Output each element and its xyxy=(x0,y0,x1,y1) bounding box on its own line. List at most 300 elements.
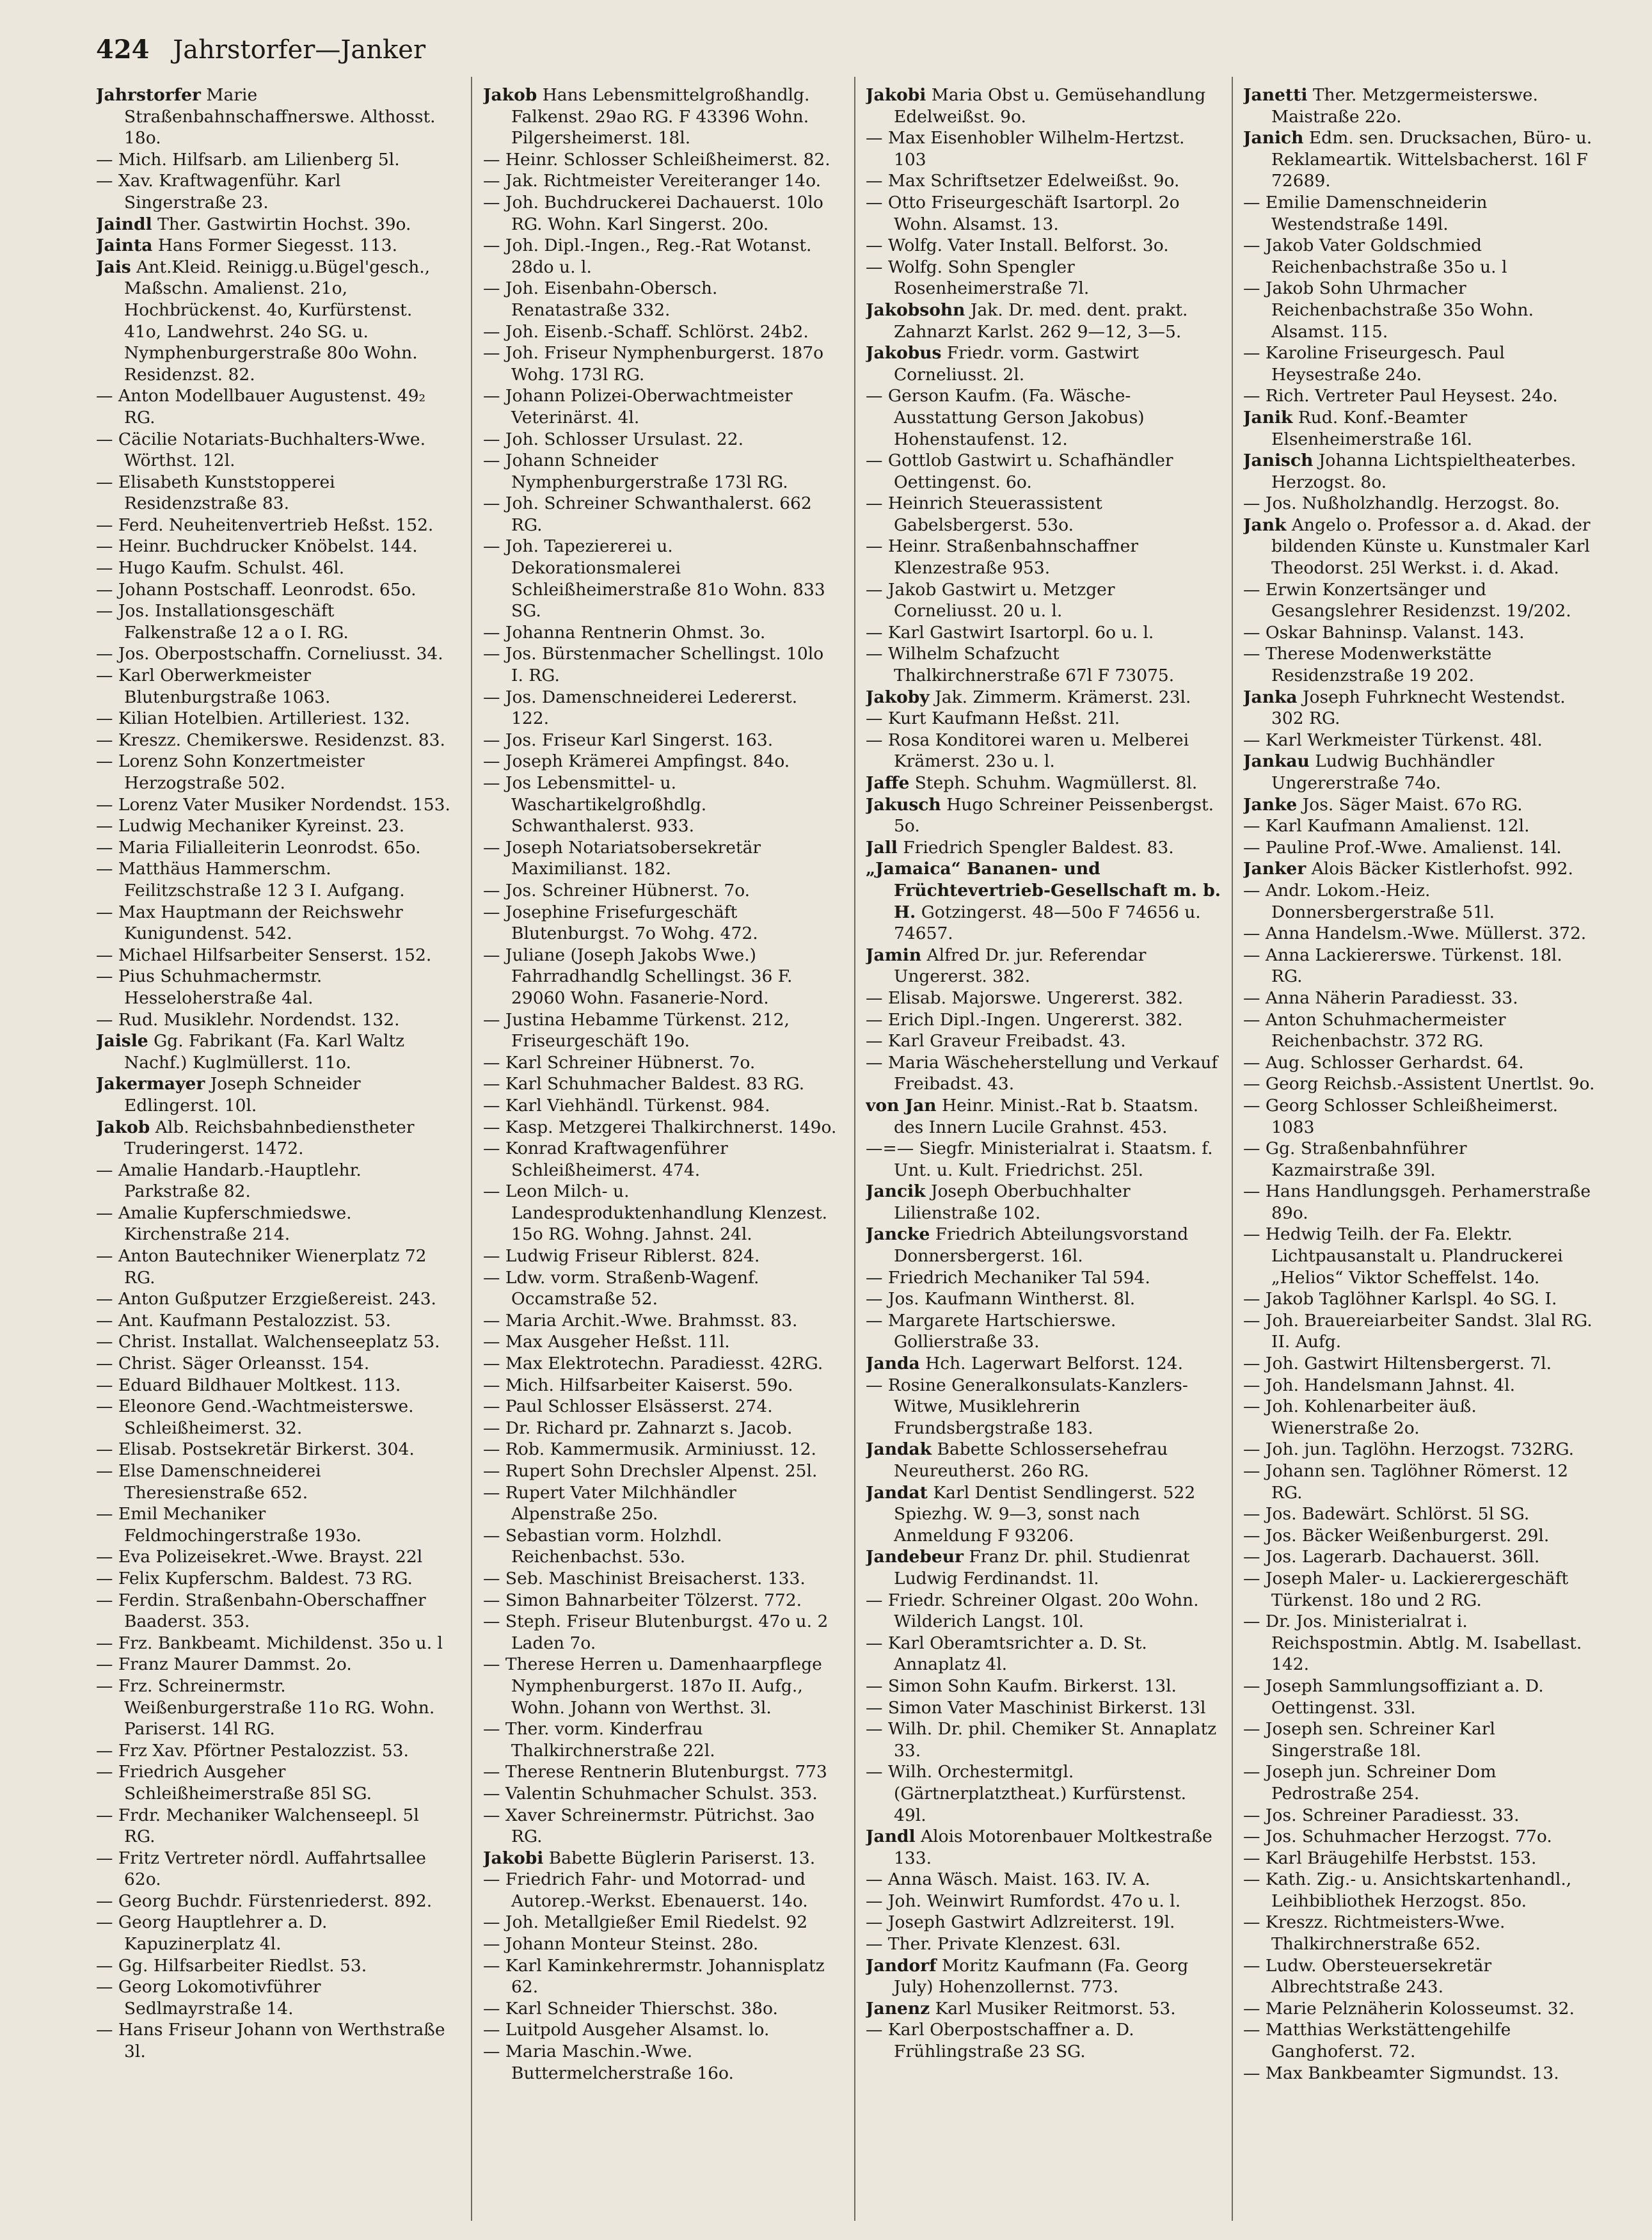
entry-text: — Konrad Kraftwagenführer Schleißheimerst. 474. xyxy=(483,1139,728,1180)
entry-surname: Jancke xyxy=(866,1224,930,1245)
directory-subentry xyxy=(1243,385,1598,407)
directory-subentry xyxy=(96,1288,451,1310)
entry-surname: Jakob xyxy=(96,1117,150,1137)
directory-entry xyxy=(866,794,1221,837)
directory-subentry xyxy=(866,1267,1221,1289)
entry-text: — Friedrich Ausgeher Schleißheimerstraße 85l SG. xyxy=(96,1762,372,1804)
directory-subentry xyxy=(1243,1439,1598,1460)
entry-text: — Max Schriftsetzer Edelweißst. 9o. xyxy=(866,171,1180,191)
entry-text: — Karl Schuhmacher Baldest. 83 RG. xyxy=(483,1074,805,1094)
directory-subentry xyxy=(1243,923,1598,945)
directory-subentry xyxy=(483,1869,838,1912)
entry-surname: Jandak xyxy=(866,1439,932,1460)
entry-text: Hugo Schreiner Peissenbergst. 5o. xyxy=(894,794,1214,836)
entry-text: — Oskar Bahninsp. Valanst. 143. xyxy=(1243,622,1525,643)
entry-text: — Mich. Hilfsarb. am Lilienberg 5l. xyxy=(96,149,400,170)
directory-subentry xyxy=(483,429,838,451)
entry-text: — Gg. Straßenbahnführer Kazmairstraße 39l. xyxy=(1243,1139,1467,1180)
directory-subentry xyxy=(483,1245,838,1267)
entry-text: — Erich Dipl.-Ingen. Ungererst. 382. xyxy=(866,1009,1183,1030)
entry-text: — Joh. Buchdruckerei Dachauerst. 10lo RG. Wohn. Karl Singerst. 20o. xyxy=(483,192,823,234)
directory-subentry xyxy=(866,1633,1221,1676)
entry-text: Heinr. Minist.-Rat b. Staatsm. des Innern Lucile Grahnst. 453. xyxy=(894,1095,1199,1137)
entry-text: — Heinr. Straßenbahnschaffner Klenzestraße 953. xyxy=(866,536,1139,579)
entry-text: — Anton Gußputzer Erzgießereist. 243. xyxy=(96,1289,436,1309)
directory-subentry xyxy=(483,1181,838,1245)
entry-text: — Joseph Krämerei Ampfingst. 84o. xyxy=(483,751,790,772)
entry-surname: Janka xyxy=(1243,687,1298,707)
directory-subentry xyxy=(483,235,838,278)
directory-subentry xyxy=(483,1590,838,1612)
directory-subentry xyxy=(1243,730,1598,751)
entry-text: — Rosine Generalkonsulats-Kanzlers-Witwe, Musiklehrerin Frundsbergstraße 183. xyxy=(866,1375,1188,1438)
directory-entry xyxy=(866,772,1221,794)
entry-text: — Elisab. Postsekretär Birkerst. 304. xyxy=(96,1439,415,1460)
entry-text: — Joh. Schreiner Schwanthalerst. 662 RG. xyxy=(483,493,812,535)
directory-subentry xyxy=(483,342,838,385)
directory-subentry xyxy=(866,1052,1221,1095)
entry-text: — Jos. Lagerarb. Dachauerst. 36ll. xyxy=(1243,1547,1540,1567)
directory-entry xyxy=(866,945,1221,988)
entry-text: — Ther. vorm. Kinderfrau Thalkirchnerstraße 22l. xyxy=(483,1719,715,1761)
entry-text: Gg. Fabrikant (Fa. Karl Waltz Nachf.) Kuglmüllerst. 11o. xyxy=(124,1031,405,1073)
entry-text: Angelo o. Professor a. d. Akad. der bildenden Künste u. Kunstmaler Karl Theodorst. 25l Werkst. i. d. Akad. xyxy=(1271,515,1591,579)
directory-subentry xyxy=(96,858,451,901)
entry-text: Ant.Kleid. Reinigg.u.Bügel'gesch., Maßschn. Amalienst. 21o, Hochbrückenst. 4o, Kurfürstenst. 41o, Landwehrst. 24o SG. u. Nymphenburgerstraße 80o Wohn. Residenzst. 82. xyxy=(124,257,431,385)
entry-surname: Jaisle xyxy=(96,1031,148,1052)
entry-text: — Johann Postschaff. Leonrodst. 65o. xyxy=(96,579,417,600)
directory-subentry xyxy=(866,1869,1221,1891)
entry-text: — Dr. Jos. Ministerialrat i. Reichspostmin. Abtlg. M. Isabellast. 142. xyxy=(1243,1612,1582,1675)
entry-surname: Jakobi xyxy=(866,85,926,105)
directory-subentry xyxy=(483,1933,838,1955)
directory-subentry xyxy=(866,235,1221,257)
entry-text: — Jos. Schreiner Hübnerst. 7o. xyxy=(483,880,751,900)
entry-text: — Joseph jun. Schreiner Dom Pedrostraße 254. xyxy=(1243,1762,1497,1804)
directory-subentry xyxy=(483,170,838,192)
entry-text: Friedrich Abteilungsvorstand Donnersbergerst. 16l. xyxy=(894,1224,1189,1267)
directory-subentry xyxy=(483,1611,838,1654)
entry-surname: „Jamaica“ Bananen- und Früchtevertrieb-Gesellschaft m. b. H. xyxy=(866,859,1221,922)
directory-subentry xyxy=(1243,1073,1598,1095)
entry-text: — Joh. Weinwirt Rumfordst. 47o u. l. xyxy=(866,1891,1181,1911)
entry-surname: Jandorf xyxy=(866,1955,937,1976)
entry-text: — Christ. Installat. Walchenseeplatz 53. xyxy=(96,1332,440,1352)
directory-subentry xyxy=(1243,1848,1598,1869)
entry-surname: Jaffe xyxy=(866,773,910,793)
entry-text: — Max Bankbeamter Sigmundst. 13. xyxy=(1243,2063,1559,2083)
entry-text: — Kasp. Metzgerei Thalkirchnerst. 149o. xyxy=(483,1117,837,1137)
directory-subentry xyxy=(866,2019,1221,2062)
directory-subentry xyxy=(866,536,1221,579)
directory-subentry xyxy=(483,1912,838,1933)
entry-text: — Eduard Bildhauer Moltkest. 113. xyxy=(96,1375,401,1395)
entry-text: — Jos. Friseur Karl Singerst. 163. xyxy=(483,730,774,750)
directory-subentry xyxy=(483,687,838,730)
entry-surname: Jakermayer xyxy=(96,1074,205,1094)
entry-text: — Sebastian vorm. Holzhdl. Reichenbachst. 53o. xyxy=(483,1525,722,1567)
entry-text: — Simon Bahnarbeiter Tölzerst. 772. xyxy=(483,1590,802,1610)
directory-subentry xyxy=(1243,1288,1598,1310)
entry-text: — Therese Rentnerin Blutenburgst. 773 xyxy=(483,1762,827,1782)
entry-text: — Jak. Richtmeister Vereiteranger 14o. xyxy=(483,171,821,191)
entry-text: — Georg Schlosser Schleißheimerst. 1083 xyxy=(1243,1095,1559,1137)
directory-subentry xyxy=(96,1848,451,1891)
entry-text: — Wilh. Orchestermitgl. (Gärtnerplatztheat.) Kurfürstenst. 49l. xyxy=(866,1762,1187,1825)
directory-entry xyxy=(866,84,1221,127)
directory-subentry xyxy=(483,1783,838,1805)
entry-text: Joseph Schneider Edlingerst. 10l. xyxy=(124,1074,361,1116)
directory-subentry xyxy=(1243,2063,1598,2084)
directory-subentry xyxy=(96,1245,451,1288)
directory-subentry xyxy=(866,579,1221,622)
entry-text: — Rosa Konditorei waren u. Melberei Krämerst. 23o u. l. xyxy=(866,730,1189,772)
entry-text: — Kreszz. Richtmeisters-Wwe. Thalkirchnerstraße 652. xyxy=(1243,1912,1505,1955)
directory-subentry xyxy=(866,1310,1221,1353)
entry-surname: Janik xyxy=(1243,407,1293,428)
entry-text: — Anna Handelsm.-Wwe. Müllerst. 372. xyxy=(1243,924,1587,944)
entry-surname: Jank xyxy=(1243,515,1287,535)
entry-text: — Maria Archit.-Wwe. Brahmsst. 83. xyxy=(483,1310,798,1331)
directory-subentry xyxy=(866,1009,1221,1031)
directory-subentry xyxy=(96,472,451,515)
directory-subentry xyxy=(1243,880,1598,923)
directory-subentry xyxy=(483,1375,838,1396)
directory-subentry xyxy=(866,127,1221,170)
directory-entry xyxy=(866,342,1221,385)
entry-surname: Janke xyxy=(1243,794,1298,815)
directory-subentry xyxy=(96,1912,451,1955)
directory-entry xyxy=(866,1482,1221,1547)
entry-text: — Gg. Hilfsarbeiter Riedlst. 53. xyxy=(96,1955,367,1976)
entry-text: — Joseph sen. Schreiner Karl Singerstraße 18l. xyxy=(1243,1719,1495,1761)
directory-subentry xyxy=(1243,945,1598,988)
directory-subentry xyxy=(483,1117,838,1139)
directory-subentry xyxy=(483,1955,838,1998)
entry-text: — Georg Lokomotivführer Sedlmayrstraße 14. xyxy=(96,1977,321,2019)
entry-text: — Jos. Damenschneiderei Ledererst. 122. xyxy=(483,687,798,729)
directory-subentry xyxy=(1243,1805,1598,1827)
directory-entry xyxy=(1243,127,1598,192)
directory-entry xyxy=(866,300,1221,342)
page-title: Jahrstorfer—Janker xyxy=(173,35,426,65)
directory-entry xyxy=(1243,407,1598,450)
directory-subentry xyxy=(96,1568,451,1590)
directory-entry xyxy=(866,1826,1221,1869)
directory-subentry xyxy=(483,493,838,536)
directory-subentry xyxy=(866,493,1221,536)
entry-text: Ludwig Buchhändler Ungererstraße 74o. xyxy=(1271,751,1495,793)
entry-text: Alfred Dr. jur. Referendar Ungererst. 382. xyxy=(894,945,1147,987)
entry-text: — Kreszz. Chemikerswe. Residenzst. 83. xyxy=(96,730,445,750)
directory-subentry xyxy=(483,1331,838,1353)
directory-subentry xyxy=(96,600,451,643)
entry-text: — Simon Vater Maschinist Birkerst. 13l xyxy=(866,1697,1206,1718)
entry-text: — Jos. Bäcker Weißenburgerst. 29l. xyxy=(1243,1525,1550,1546)
entry-text: — Karoline Friseurgesch. Paul Heysestraße 24o. xyxy=(1243,343,1505,385)
directory-subentry xyxy=(96,1740,451,1762)
entry-text: — Karl Werkmeister Türkenst. 48l. xyxy=(1243,730,1543,750)
directory-subentry xyxy=(483,1095,838,1117)
directory-subentry xyxy=(866,450,1221,493)
entry-text: — Jos. Installationsgeschäft Falkenstraße 12 a o I. RG. xyxy=(96,601,349,643)
entry-text: — Karl Viehhändl. Türkenst. 984. xyxy=(483,1095,770,1116)
entry-text: — Joh. Handelsmann Jahnst. 4l. xyxy=(1243,1375,1516,1395)
directory-subentry xyxy=(866,1933,1221,1955)
directory-subentry xyxy=(96,1353,451,1375)
directory-entry xyxy=(96,84,451,149)
directory-subentry xyxy=(1243,2019,1598,2062)
entry-text: — Joh. Schlosser Ursulast. 22. xyxy=(483,429,744,449)
entry-text: — Marie Pelznäherin Kolosseumst. 32. xyxy=(1243,1998,1575,2019)
directory-subentry xyxy=(96,945,451,966)
entry-text: — Max Eisenhobler Wilhelm-Hertzst. 103 xyxy=(866,128,1185,170)
directory-subentry xyxy=(483,772,838,837)
directory-subentry xyxy=(96,902,451,945)
directory-subentry xyxy=(483,385,838,428)
directory-subentry xyxy=(1243,1396,1598,1439)
entry-text: — Heinr. Schlosser Schleißheimerst. 82. xyxy=(483,149,830,170)
directory-subentry xyxy=(866,730,1221,772)
directory-entry xyxy=(96,257,451,386)
directory-subentry xyxy=(866,1030,1221,1052)
directory-subentry xyxy=(483,1568,838,1590)
directory-subentry xyxy=(96,1460,451,1503)
directory-entry xyxy=(866,1224,1221,1267)
directory-entry xyxy=(866,687,1221,708)
entry-text: — Erwin Konzertsänger und Gesangslehrer Residenzst. 19/202. xyxy=(1243,579,1571,621)
directory-subentry xyxy=(96,149,451,171)
entry-text: Friedrich Spengler Baldest. 83. xyxy=(903,837,1174,858)
entry-text: — Jos. Nußholzhandlg. Herzogst. 8o. xyxy=(1243,493,1560,514)
entry-text: — Xav. Kraftwagenführ. Karl Singerstraße 23. xyxy=(96,171,341,212)
entry-text: — Kurt Kaufmann Heßst. 21l. xyxy=(866,708,1120,729)
entry-text: — Eva Polizeisekret.-Wwe. Brayst. 22l xyxy=(96,1547,423,1567)
entry-surname: Janisch xyxy=(1243,451,1314,471)
directory-subentry xyxy=(483,192,838,235)
entry-text: Moritz Kaufmann (Fa. Georg July) Hohenzollernst. 773. xyxy=(894,1955,1189,1997)
entry-text: — Ant. Kaufmann Pestalozzist. 53. xyxy=(96,1310,392,1331)
directory-subentry xyxy=(96,579,451,601)
directory-subentry xyxy=(1243,1568,1598,1611)
entry-text: — Joseph Notariatsobersekretär Maximilianst. 182. xyxy=(483,837,761,879)
entry-text: — Rud. Musiklehr. Nordendst. 132. xyxy=(96,1009,400,1030)
entry-text: — Max Hauptmann der Reichswehr Kunigundenst. 542. xyxy=(96,902,403,944)
entry-text: — Jos. Schreiner Paradiesst. 33. xyxy=(1243,1805,1520,1825)
directory-column-4 xyxy=(1243,84,1598,2216)
directory-entry xyxy=(96,1030,451,1073)
directory-subentry xyxy=(1243,493,1598,515)
directory-subentry xyxy=(483,1482,838,1525)
entry-text: — Joh. Eisenb.-Schaff. Schlörst. 24b2. xyxy=(483,321,809,342)
entry-text: — Leon Milch- u. Landesproduktenhandlung Klenzest. 15o RG. Wohng. Jahnst. 24l. xyxy=(483,1181,828,1245)
entry-text: — Eleonore Gend.-Wachtmeisterswe. Schleißheimerst. 32. xyxy=(96,1396,414,1438)
entry-text: — Frdr. Mechaniker Walchenseepl. 5l RG. xyxy=(96,1805,419,1847)
directory-subentry xyxy=(96,751,451,794)
entry-text: — Pauline Prof.-Wwe. Amalienst. 14l. xyxy=(1243,837,1562,858)
directory-subentry xyxy=(483,1009,838,1052)
entry-text: Ther. Gastwirtin Hochst. 39o. xyxy=(157,214,411,234)
entry-text: — Jos. Bürstenmacher Schellingst. 10lo I. RG. xyxy=(483,644,824,686)
directory-subentry xyxy=(483,643,838,686)
entry-surname: Jandebeur xyxy=(866,1547,964,1567)
entry-text: — Fritz Vertreter nördl. Auffahrtsallee 62o. xyxy=(96,1848,426,1890)
entry-text: — Wolfg. Vater Install. Belforst. 3o. xyxy=(866,236,1169,256)
directory-subentry xyxy=(96,794,451,816)
entry-text: Franz Dr. phil. Studienrat Ludwig Ferdinandst. 1l. xyxy=(894,1547,1190,1588)
directory-subentry xyxy=(1243,1181,1598,1224)
entry-text: Ther. Metzgermeisterswe. Maistraße 22o. xyxy=(1271,85,1538,127)
directory-subentry xyxy=(1243,1353,1598,1375)
directory-subentry xyxy=(1243,1869,1598,1912)
directory-subentry xyxy=(866,1590,1221,1633)
directory-subentry xyxy=(96,2019,451,2062)
directory-subentry xyxy=(1243,1912,1598,1955)
entry-surname: Jahrstorfer xyxy=(96,85,201,105)
entry-text: — Karl Graveur Freibadst. 43. xyxy=(866,1031,1126,1052)
entry-text: — Friedrich Mechaniker Tal 594. xyxy=(866,1267,1150,1288)
directory-subentry xyxy=(1243,1460,1598,1503)
entry-text: — Karl Oberamtsrichter a. D. St. Annaplatz 4l. xyxy=(866,1633,1147,1675)
directory-subentry xyxy=(866,1912,1221,1933)
entry-text: Babette Schlossersehefrau Neureutherst. 26o RG. xyxy=(894,1439,1168,1481)
entry-surname: von Jan xyxy=(866,1095,937,1116)
directory-entry xyxy=(1243,794,1598,816)
directory-subentry xyxy=(1243,1998,1598,2020)
entry-text: — Joh. Kohlenarbeiter äuß. Wienerstraße 2o. xyxy=(1243,1396,1477,1438)
directory-subentry xyxy=(96,730,451,751)
entry-text: — Lorenz Vater Musiker Nordendst. 153. xyxy=(96,794,450,815)
entry-text: — Karl Schneider Thierschst. 38o. xyxy=(483,1998,778,2019)
entry-text: — Johann sen. Taglöhner Römerst. 12 RG. xyxy=(1243,1461,1569,1503)
entry-surname: Jall xyxy=(866,837,898,858)
directory-subentry xyxy=(1243,579,1598,622)
entry-text: — Lorenz Sohn Konzertmeister Herzogstraße 502. xyxy=(96,751,365,793)
directory-subentry xyxy=(483,902,838,945)
entry-text: — Otto Friseurgeschäft Isartorpl. 2o Wohn. Alsamst. 13. xyxy=(866,192,1180,234)
entry-text: Alois Bäcker Kistlerhofst. 992. xyxy=(1311,859,1573,879)
entry-text: Johanna Lichtspieltheaterbes. Herzogst. 8o. xyxy=(1271,451,1577,492)
directory-subentry xyxy=(1243,815,1598,837)
directory-subentry xyxy=(1243,1611,1598,1676)
directory-entry xyxy=(866,858,1221,944)
entry-text: — Else Damenschneiderei Theresienstraße 652. xyxy=(96,1461,321,1503)
directory-entry xyxy=(866,1955,1221,1998)
entry-text: — Ldw. vorm. Straßenb-Wagenf. Occamstraße 52. xyxy=(483,1267,759,1309)
directory-subentry xyxy=(1243,1525,1598,1547)
entry-text: — Joh. Eisenbahn-Obersch. Renatastraße 332. xyxy=(483,278,718,320)
entry-text: — Hedwig Teilh. der Fa. Elektr. Lichtpausanstalt u. Plandruckerei „Helios“ Viktor Scheffelst. 14o. xyxy=(1243,1224,1563,1288)
directory-entry xyxy=(1243,858,1598,880)
entry-text: — Cäcilie Notariats-Buchhalters-Wwe. Wörthst. 12l. xyxy=(96,429,426,471)
directory-subentry xyxy=(96,708,451,730)
directory-subentry xyxy=(96,1590,451,1633)
entry-text: — Justina Hebamme Türkenst. 212, Friseurgeschäft 19o. xyxy=(483,1009,790,1052)
directory-entry xyxy=(96,1117,451,1160)
entry-text: — Friedrich Fahr- und Motorrad- und Autorep.-Werkst. Ebenauerst. 14o. xyxy=(483,1869,808,1911)
directory-subentry xyxy=(96,170,451,213)
entry-text: — Jakob Gastwirt u. Metzger Corneliusst. 20 u. l. xyxy=(866,579,1115,621)
directory-subentry xyxy=(483,1525,838,1568)
entry-text: — Mich. Hilfsarbeiter Kaiserst. 59o. xyxy=(483,1375,793,1395)
directory-subentry xyxy=(483,751,838,772)
entry-surname: Jainta xyxy=(96,236,153,256)
entry-text: — Gerson Kaufm. (Fa. Wäsche-Ausstattung Gerson Jakobus) Hohenstaufenst. 12. xyxy=(866,386,1145,449)
entry-text: — Heinrich Steuerassistent Gabelsbergerst. 53o. xyxy=(866,493,1102,535)
entry-text: — Steph. Friseur Blutenburgst. 47o u. 2 Laden 7o. xyxy=(483,1612,829,1653)
entry-text: — Luitpold Ausgeher Alsamst. lo. xyxy=(483,2020,770,2040)
entry-text: — Anton Bautechniker Wienerplatz 72 RG. xyxy=(96,1246,427,1288)
directory-subentry xyxy=(483,149,838,171)
directory-subentry xyxy=(483,1805,838,1848)
entry-text: — Amalie Kupferschmiedswe. Kirchenstraße 214. xyxy=(96,1203,352,1245)
directory-subentry xyxy=(866,385,1221,450)
directory-subentry xyxy=(96,1331,451,1353)
directory-entry xyxy=(483,1848,838,1869)
entry-text: — Wilhelm Schafzucht Thalkirchnerstraße 67l F 73075. xyxy=(866,644,1175,686)
column-divider xyxy=(854,77,855,2221)
directory-subentry xyxy=(866,1891,1221,1912)
directory-subentry xyxy=(1243,1955,1598,1998)
directory-subentry xyxy=(483,880,838,902)
directory-subentry xyxy=(483,2041,838,2084)
directory-entry xyxy=(96,1073,451,1116)
entry-text: — Dr. Richard pr. Zahnarzt s. Jacob. xyxy=(483,1418,793,1438)
entry-text: — Aug. Schlosser Gerhardst. 64. xyxy=(1243,1052,1524,1073)
directory-subentry xyxy=(483,1439,838,1460)
directory-subentry xyxy=(96,1654,451,1676)
directory-subentry xyxy=(96,1976,451,2019)
directory-subentry xyxy=(96,1310,451,1332)
entry-text: — Therese Modenwerkstätte Residenzstraße 19 202. xyxy=(1243,644,1492,686)
entry-text: — Jos. Kaufmann Wintherst. 8l. xyxy=(866,1289,1136,1309)
directory-subentry xyxy=(866,170,1221,192)
entry-text: Maria Obst u. Gemüsehandlung Edelweißst. 9o. xyxy=(894,85,1206,127)
directory-subentry xyxy=(96,837,451,859)
directory-subentry xyxy=(1243,1676,1598,1718)
directory-entry xyxy=(866,1546,1221,1589)
entry-text: — Joseph Maler- u. Lackierergeschäft Türkenst. 18o und 2 RG. xyxy=(1243,1568,1569,1610)
directory-subentry xyxy=(483,2019,838,2041)
entry-text: — Michael Hilfsarbeiter Senserst. 152. xyxy=(96,945,432,965)
entry-text: — Juliane (Joseph Jakobs Wwe.) Fahrradhandlg Schellingst. 36 F. 29060 Wohn. Fasanerie-Nord. xyxy=(483,945,793,1008)
entry-text: — Max Elektrotechn. Paradiesst. 42RG. xyxy=(483,1354,823,1374)
column-divider xyxy=(1232,77,1233,2221)
entry-surname: Jakusch xyxy=(866,794,941,815)
entry-text: Friedr. vorm. Gastwirt Corneliusst. 2l. xyxy=(894,343,1139,385)
entry-text: — Hans Friseur Johann von Werthstraße 3l. xyxy=(96,2020,445,2062)
entry-text: — Ferdin. Straßenbahn-Oberschaffner Baaderst. 353. xyxy=(96,1590,426,1632)
entry-text: — Jos. Schuhmacher Herzogst. 77o. xyxy=(1243,1827,1552,1847)
directory-subentry xyxy=(96,1009,451,1031)
directory-subentry xyxy=(96,557,451,579)
entry-text: — Jos. Oberpostschaffn. Corneliusst. 34. xyxy=(96,644,443,664)
entry-surname: Jankau xyxy=(1243,751,1310,772)
directory-subentry xyxy=(96,1891,451,1912)
entry-text: — Valentin Schuhmacher Schulst. 353. xyxy=(483,1783,818,1804)
directory-subentry xyxy=(96,815,451,837)
entry-text: — Andr. Lokom.-Heiz. Donnersbergerstraße 51l. xyxy=(1243,880,1495,922)
entry-text: — Wolfg. Sohn Spengler Rosenheimerstraße 7l. xyxy=(866,257,1090,299)
directory-subentry xyxy=(483,1353,838,1375)
entry-text: — Jakob Vater Goldschmied Reichenbachstraße 35o u. l xyxy=(1243,236,1507,277)
entry-text: — Joh. Dipl.-Ingen., Reg.-Rat Wotanst. 28do u. l. xyxy=(483,236,812,277)
entry-text: — Rich. Vertreter Paul Heysest. 24o. xyxy=(1243,386,1558,406)
directory-subentry xyxy=(483,1418,838,1439)
directory-entry xyxy=(1243,751,1598,794)
directory-subentry xyxy=(1243,988,1598,1009)
directory-subentry xyxy=(1243,1718,1598,1761)
